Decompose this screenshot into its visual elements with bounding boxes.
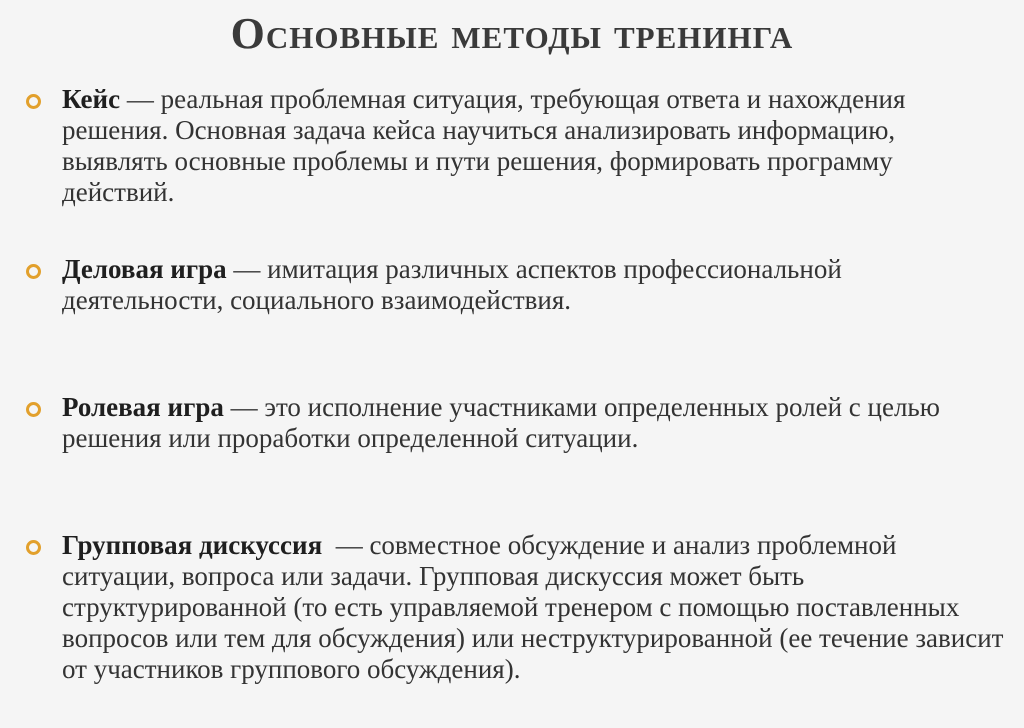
item-dash: — — [223, 392, 265, 422]
item-description: имитация различных аспектов профессиональной деятельности, социального взаимодействия. — [62, 254, 842, 315]
item-term: Ролевая игра — [62, 392, 224, 422]
list-item-role-play — [0, 392, 1024, 454]
item-dash: — — [322, 530, 370, 560]
item-term: Групповая дискуссия — [62, 530, 323, 560]
item-dash: — — [226, 254, 268, 284]
slide-title: Основные методы тренинга — [230, 9, 794, 58]
item-description: совместное обсуждение и анализ проблемной ситуации, вопроса или задачи. Групповая дискуссия может быть структурированной (то есть управляемой тренером с помощью поставленных вопросов или тем для обсуждения) или неструктурированной (ее течение зависит от участников группового обсуждения). — [62, 530, 1004, 684]
item-term: Кейс — [62, 84, 121, 114]
list-item-group-discussion — [0, 530, 1024, 685]
hollow-circle-bullet-icon — [26, 402, 41, 417]
item-description: это исполнение участниками определенных ролей с целью решения или проработки определенной ситуации. — [62, 392, 940, 453]
hollow-circle-bullet-icon — [26, 264, 41, 279]
list-item-case — [0, 84, 1024, 208]
item-description: реальная проблемная ситуация, требующая ответа и нахождения решения. Основная задача кейса научиться анализировать информацию, выявлять основные проблемы и пути решения, формировать программу действий. — [62, 84, 906, 207]
list-item-business-game — [0, 254, 1024, 316]
item-term: Деловая игра — [62, 254, 227, 284]
hollow-circle-bullet-icon — [26, 94, 41, 109]
item-dash: — — [120, 84, 161, 114]
hollow-circle-bullet-icon — [26, 540, 41, 555]
